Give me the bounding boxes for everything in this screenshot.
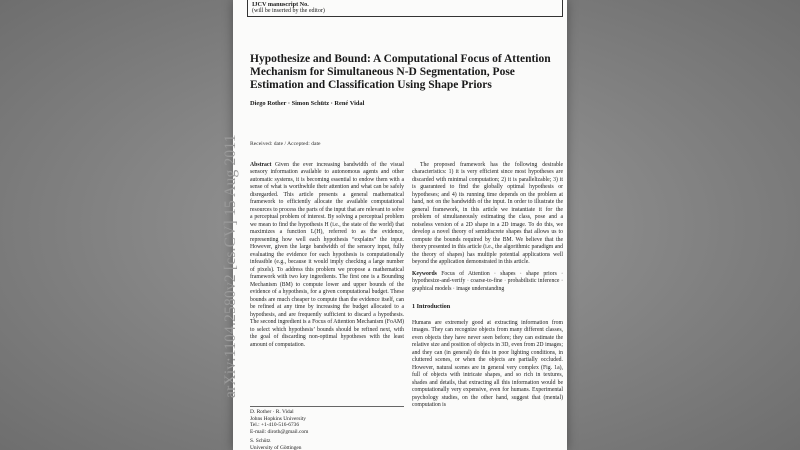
keywords-text: Focus of Attention · shapes · shape priors · hypothesize-and-verify · coarse-to-fine · probabilistic inference · graphical models · image understanding <box>412 270 564 292</box>
arxiv-identifier-text: arXiv:1104.2580v2 [cs.CV] 15 Aug 2011 <box>222 134 239 398</box>
keywords <box>412 271 563 293</box>
affiliation-line: S. Schütz <box>250 438 271 445</box>
section-heading-introduction: 1 Introduction <box>412 303 451 311</box>
affiliation-line: University of Göttingen <box>250 444 302 450</box>
arxiv-identifier <box>222 118 252 398</box>
keywords-heading: Keywords <box>412 270 437 277</box>
abstract-text: Given the ever increasing bandwidth of the visual sensory information available to autonomous agents and other automatic systems, it is becoming essential to endow them with a sense of what is worthwhile their attention and what can be safely disregarded. This article presents a general mathematical framework to efficiently allocate the available computational resources to process the parts of the input that are relevant to solve a perceptual problem of interest. By solving a perceptual problem we mean to find the hypothesis H (i.e., the state of the world) that maximizes a function L(H), referred to as the evidence, representing how well each hypothesis “explains” the input. However, given the large bandwidth of the sensory input, fully evaluating the evidence for each hypothesis is computationally infeasible (e.g., because it would imply checking a large number of pixels). To address this problem we propose a mathematical framework with two key ingredients. The first one is a Bounding Mechanism (BM) to compute lower and upper bounds of the evidence of a hypothesis, for a given computational budget. These bounds are much cheaper to compute than the evidence itself, can be refined at any time by increasing the budget allocated to a hypothesis, and are frequently sufficient to discard a hypothesis. The second ingredient is a Focus of Attention Mechanism (FoAM) to select which hypothesis’ bounds should be refined next, with the goal of discarding non-optimal hypotheses with the least amount of computation. <box>250 162 404 348</box>
journal-name: IJCV manuscript No. <box>252 1 309 8</box>
affiliation-line: Johns Hopkins University <box>250 415 307 422</box>
abstract-heading: Abstract <box>250 162 272 168</box>
framework-paragraph: The proposed framework has the following desirable characteristics: 1) it is very efficient since most hypotheses are discarded with minimal computation; 2) it is parallelizable; 3) it is guaranteed to find the globally optimal hypothesis or hypotheses; and 4) its running time depends on the problem at hand, not on the bandwidth of the input. In order to illustrate the general framework, in this article we instantiate it for the problem of simultaneously estimating the class, pose and a noiseless version of a 2D shape in a 2D image. To do this, we develop a novel theory of semidiscrete shapes that allows us to compute the bounds required by the BM. We believe that the theory presented in this article (i.e., the algorithmic paradigm and the theory of shapes) has multiple potential applications well beyond the application demonstrated in this article. <box>412 162 563 266</box>
affiliation-line: Tel.: +1-410-516-6736 <box>250 422 300 429</box>
affiliation-line: D. Rother · R. Vidal <box>250 409 294 415</box>
journal-note: (will be inserted by the editor) <box>252 8 325 14</box>
journal-header-box <box>247 0 563 17</box>
right-column <box>412 162 563 410</box>
left-column <box>250 162 404 349</box>
paper-title: Hypothesize and Bound: A Computational Focus of Attention Mechanism for Simultaneous N-D Segmentation, Pose Estimation and Classification Using Shape Priors <box>250 53 551 91</box>
received-date: Received: date / Accepted: date <box>250 141 321 147</box>
affiliations <box>250 406 404 450</box>
abstract <box>250 162 404 349</box>
affiliation-line: E-mail: diroth@gmail.com <box>250 428 309 435</box>
paper-authors: Diego Rother · Simon Schütz · René Vidal <box>250 100 365 107</box>
introduction-paragraph: Humans are extremely good at extracting information from images. They can recognize objects from many different classes, even objects they have never seen before; they can estimate the relative size and position of objects in 3D, even from 2D images; and they can (in general) do this in poor lighting conditions, in cluttered scenes, or when the objects are partially occluded. However, natural scenes are in general very complex (Fig. 1a), full of objects with intricate shapes, and so rich in textures, shades and details, that extracting all this information would be computationally very expensive, even for humans. Experimental psychology studies, on the other hand, suggest that (mental) computation is <box>412 319 563 409</box>
